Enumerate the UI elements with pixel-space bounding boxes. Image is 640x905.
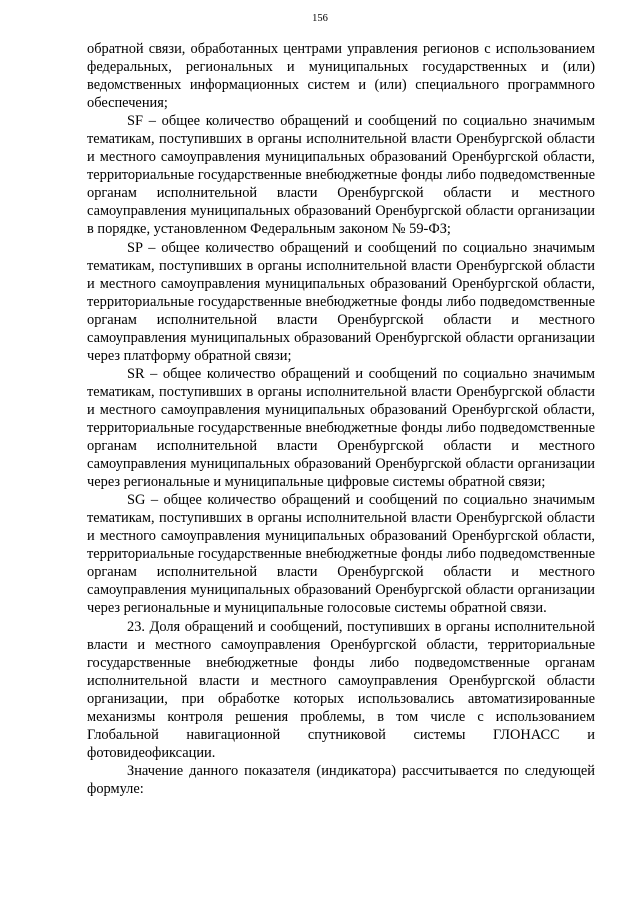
paragraph-sr-definition: SR – общее количество обращений и сообщений по социально значимым тематикам, поступивших в органы исполнительной власти Оренбургской области и местного самоуправления муниципальных образований Оренбургской области, территориальные государственные внебюджетные фонды либо подведомственные органам исполнительной власти Оренбургской области и местного самоуправления муниципальных образований Оренбургской области организации через региональные и муниципальные цифровые системы обратной связи; bbox=[87, 365, 595, 491]
paragraph-formula-intro: Значение данного показателя (индикатора) рассчитывается по следующей формуле: bbox=[87, 762, 595, 797]
paragraph-continuation: обратной связи, обработанных центрами управления регионов с использованием федеральных, региональных и муниципальных государственных и (или) ведомственных информационных систем и (или) специального программного обеспечения; bbox=[87, 41, 595, 112]
paragraph-item-23: 23. Доля обращений и сообщений, поступивших в органы исполнительной власти и местного самоуправления Оренбургской области, территориальные государственные внебюджетные фонды либо подведомственные органам исполнительной власти и местного самоуправления Оренбургской области организации, при обработке которых использовались автоматизированные механизмы контроля решения проблемы, в том числе с использованием Глобальной навигационной спутниковой системы ГЛОНАСС и фотовидеофиксации. bbox=[87, 618, 595, 761]
paragraph-sf-definition: SF – общее количество обращений и сообщений по социально значимым тематикам, поступивших в органы исполнительной власти Оренбургской области и местного самоуправления муниципальных образований Оренбургской области, территориальные государственные внебюджетные фонды либо подведомственные органам исполнительной власти Оренбургской области и местного самоуправления муниципальных образований Оренбургской области организации в порядке, установленном Федеральным законом № 59-ФЗ; bbox=[87, 113, 595, 238]
document-body bbox=[87, 40, 595, 798]
page-number: 156 bbox=[312, 13, 328, 24]
paragraph-sg-definition: SG – общее количество обращений и сообщений по социально значимым тематикам, поступивших в органы исполнительной власти Оренбургской области и местного самоуправления муниципальных образований Оренбургской области, территориальные государственные внебюджетные фонды либо подведомственные органам исполнительной власти Оренбургской области и местного самоуправления муниципальных образований Оренбургской области организации через региональные и муниципальные голосовые системы обратной связи. bbox=[87, 492, 595, 617]
paragraph-sp-definition: SP – общее количество обращений и сообщений по социально значимым тематикам, поступивших в органы исполнительной власти Оренбургской области и местного самоуправления муниципальных образований Оренбургской области, территориальные государственные внебюджетные фонды либо подведомственные органам исполнительной власти Оренбургской области и местного самоуправления муниципальных образований Оренбургской области организации через платформу обратной связи; bbox=[87, 239, 595, 364]
